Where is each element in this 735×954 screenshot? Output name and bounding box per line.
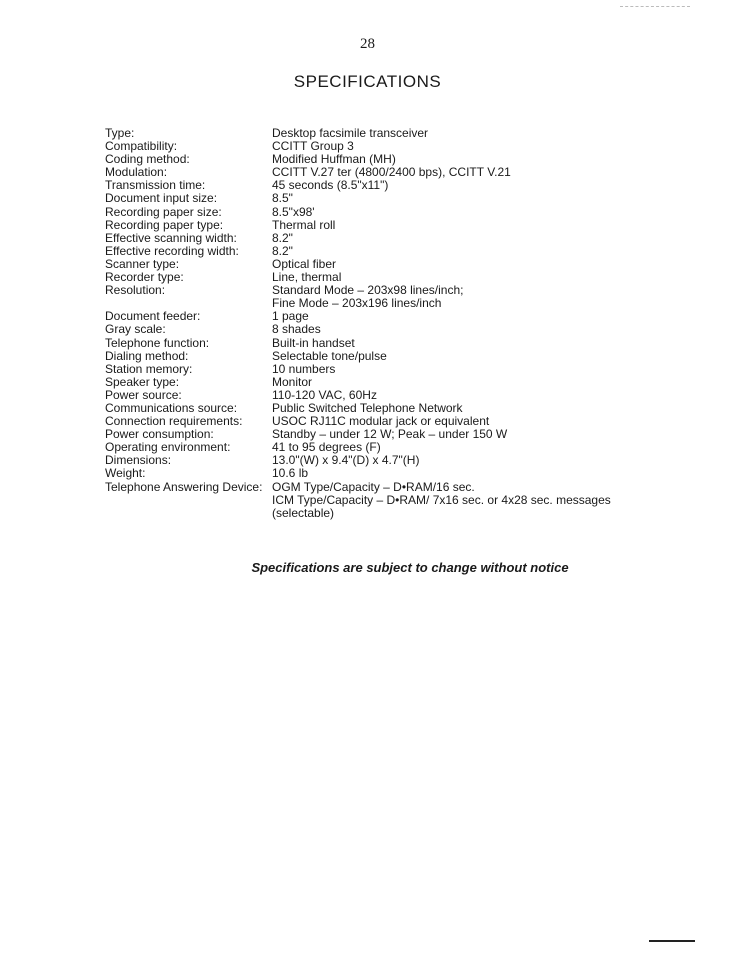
spec-value	[272, 192, 665, 205]
spec-value-line: 13.0"(W) x 9.4"(D) x 4.7"(H)	[272, 453, 420, 468]
spec-value-line: ICM Type/Capacity – D•RAM/ 7x16 sec. or 4x28 sec. messages	[272, 492, 611, 507]
spec-value-line: Fine Mode – 203x196 lines/inch	[272, 296, 442, 311]
spec-label: Connection requirements:	[105, 414, 243, 429]
spec-label: Operating environment:	[105, 440, 231, 455]
spec-label: Transmission time:	[105, 178, 206, 193]
spec-label: Speaker type:	[105, 374, 180, 389]
spec-label: Weight:	[105, 466, 146, 481]
spec-value-line: Thermal roll	[272, 217, 336, 232]
spec-value	[272, 376, 665, 389]
spec-label: Power consumption:	[105, 427, 214, 442]
scan-mark-top	[620, 6, 690, 8]
spec-label: Modulation:	[105, 165, 168, 180]
spec-value-line: 10.6 lb	[272, 466, 309, 481]
spec-label: Recording paper type:	[105, 217, 224, 232]
spec-row	[105, 454, 665, 467]
spec-row	[105, 258, 665, 271]
spec-value-line: Modified Huffman (MH)	[272, 152, 396, 167]
spec-value-line: 10 numbers	[272, 361, 336, 376]
spec-value-line: Built-in handset	[272, 335, 355, 350]
spec-label: Compatibility:	[105, 139, 178, 154]
spec-row	[105, 350, 665, 363]
spec-label: Communications source:	[105, 400, 238, 415]
spec-row	[105, 232, 665, 245]
spec-label: Telephone Answering Device:	[105, 479, 263, 494]
spec-value-line: 8.5"	[272, 191, 293, 206]
spec-value	[272, 337, 665, 350]
spec-value-line: CCITT Group 3	[272, 139, 354, 154]
spec-value	[272, 245, 665, 258]
spec-value-line: OGM Type/Capacity – D•RAM/16 sec.	[272, 479, 475, 494]
spec-row	[105, 310, 665, 323]
spec-label: Type:	[105, 126, 135, 140]
spec-row	[105, 389, 665, 402]
spec-value-line: Public Switched Telephone Network	[272, 400, 463, 415]
spec-label: Dialing method:	[105, 348, 189, 363]
spec-value	[272, 179, 665, 192]
spec-value-line: 110-120 VAC, 60Hz	[272, 387, 377, 402]
spec-label: Station memory:	[105, 361, 193, 376]
spec-value	[272, 363, 665, 376]
spec-row	[105, 376, 665, 389]
spec-row	[105, 481, 665, 520]
change-notice: Specifications are subject to change without notice	[251, 560, 569, 575]
specifications-list	[105, 127, 665, 520]
spec-value-line: 8.2"	[272, 230, 293, 245]
spec-value	[272, 389, 665, 402]
spec-row	[105, 467, 665, 480]
spec-value	[272, 481, 665, 520]
spec-value	[272, 206, 665, 219]
spec-value	[272, 467, 665, 480]
spec-value-line: Optical fiber	[272, 256, 337, 271]
spec-value-line: Line, thermal	[272, 270, 342, 285]
spec-row	[105, 323, 665, 336]
spec-label: Coding method:	[105, 152, 190, 167]
spec-label: Gray scale:	[105, 322, 166, 337]
spec-value-line: 8 shades	[272, 322, 321, 337]
spec-row	[105, 192, 665, 205]
spec-value	[272, 284, 665, 310]
spec-value-line: Standby – under 12 W; Peak – under 150 W	[272, 427, 508, 442]
spec-value-line: (selectable)	[272, 505, 335, 520]
spec-value	[272, 350, 665, 363]
spec-value-line: Standard Mode – 203x98 lines/inch;	[272, 283, 464, 298]
spec-label: Recording paper size:	[105, 204, 222, 219]
spec-value-line: Monitor	[272, 374, 313, 389]
spec-label: Scanner type:	[105, 256, 180, 271]
spec-row	[105, 363, 665, 376]
spec-label: Effective scanning width:	[105, 230, 237, 245]
spec-value-line: CCITT V.27 ter (4800/2400 bps), CCITT V.21	[272, 165, 511, 180]
spec-value-line: 45 seconds (8.5"x11")	[272, 178, 389, 193]
spec-row	[105, 245, 665, 258]
spec-label: Telephone function:	[105, 335, 210, 350]
spec-row	[105, 127, 665, 140]
scan-mark-bottom	[649, 940, 695, 942]
spec-label: Dimensions:	[105, 453, 172, 468]
spec-label: Power source:	[105, 387, 182, 402]
spec-row	[105, 206, 665, 219]
spec-row	[105, 284, 665, 310]
spec-value	[272, 232, 665, 245]
page-number: 28	[360, 36, 375, 52]
spec-label: Document input size:	[105, 191, 218, 206]
spec-label: Effective recording width:	[105, 243, 239, 258]
spec-value-line: 1 page	[272, 309, 309, 324]
spec-label: Recorder type:	[105, 270, 184, 285]
spec-value-line: 41 to 95 degrees (F)	[272, 440, 381, 455]
spec-row	[105, 337, 665, 350]
spec-label: Resolution:	[105, 283, 166, 298]
spec-value-line: Selectable tone/pulse	[272, 348, 387, 363]
spec-value	[272, 323, 665, 336]
spec-value	[272, 310, 665, 323]
spec-value-line: 8.5"x98'	[272, 204, 315, 219]
spec-value-line: 8.2"	[272, 243, 293, 258]
spec-label: Document feeder:	[105, 309, 201, 324]
spec-value-line: USOC RJ11C modular jack or equivalent	[272, 414, 490, 429]
page-title: SPECIFICATIONS	[293, 72, 442, 91]
spec-value	[272, 219, 665, 232]
spec-row	[105, 219, 665, 232]
spec-value-line: Desktop facsimile transceiver	[272, 126, 429, 140]
spec-value	[272, 454, 665, 467]
